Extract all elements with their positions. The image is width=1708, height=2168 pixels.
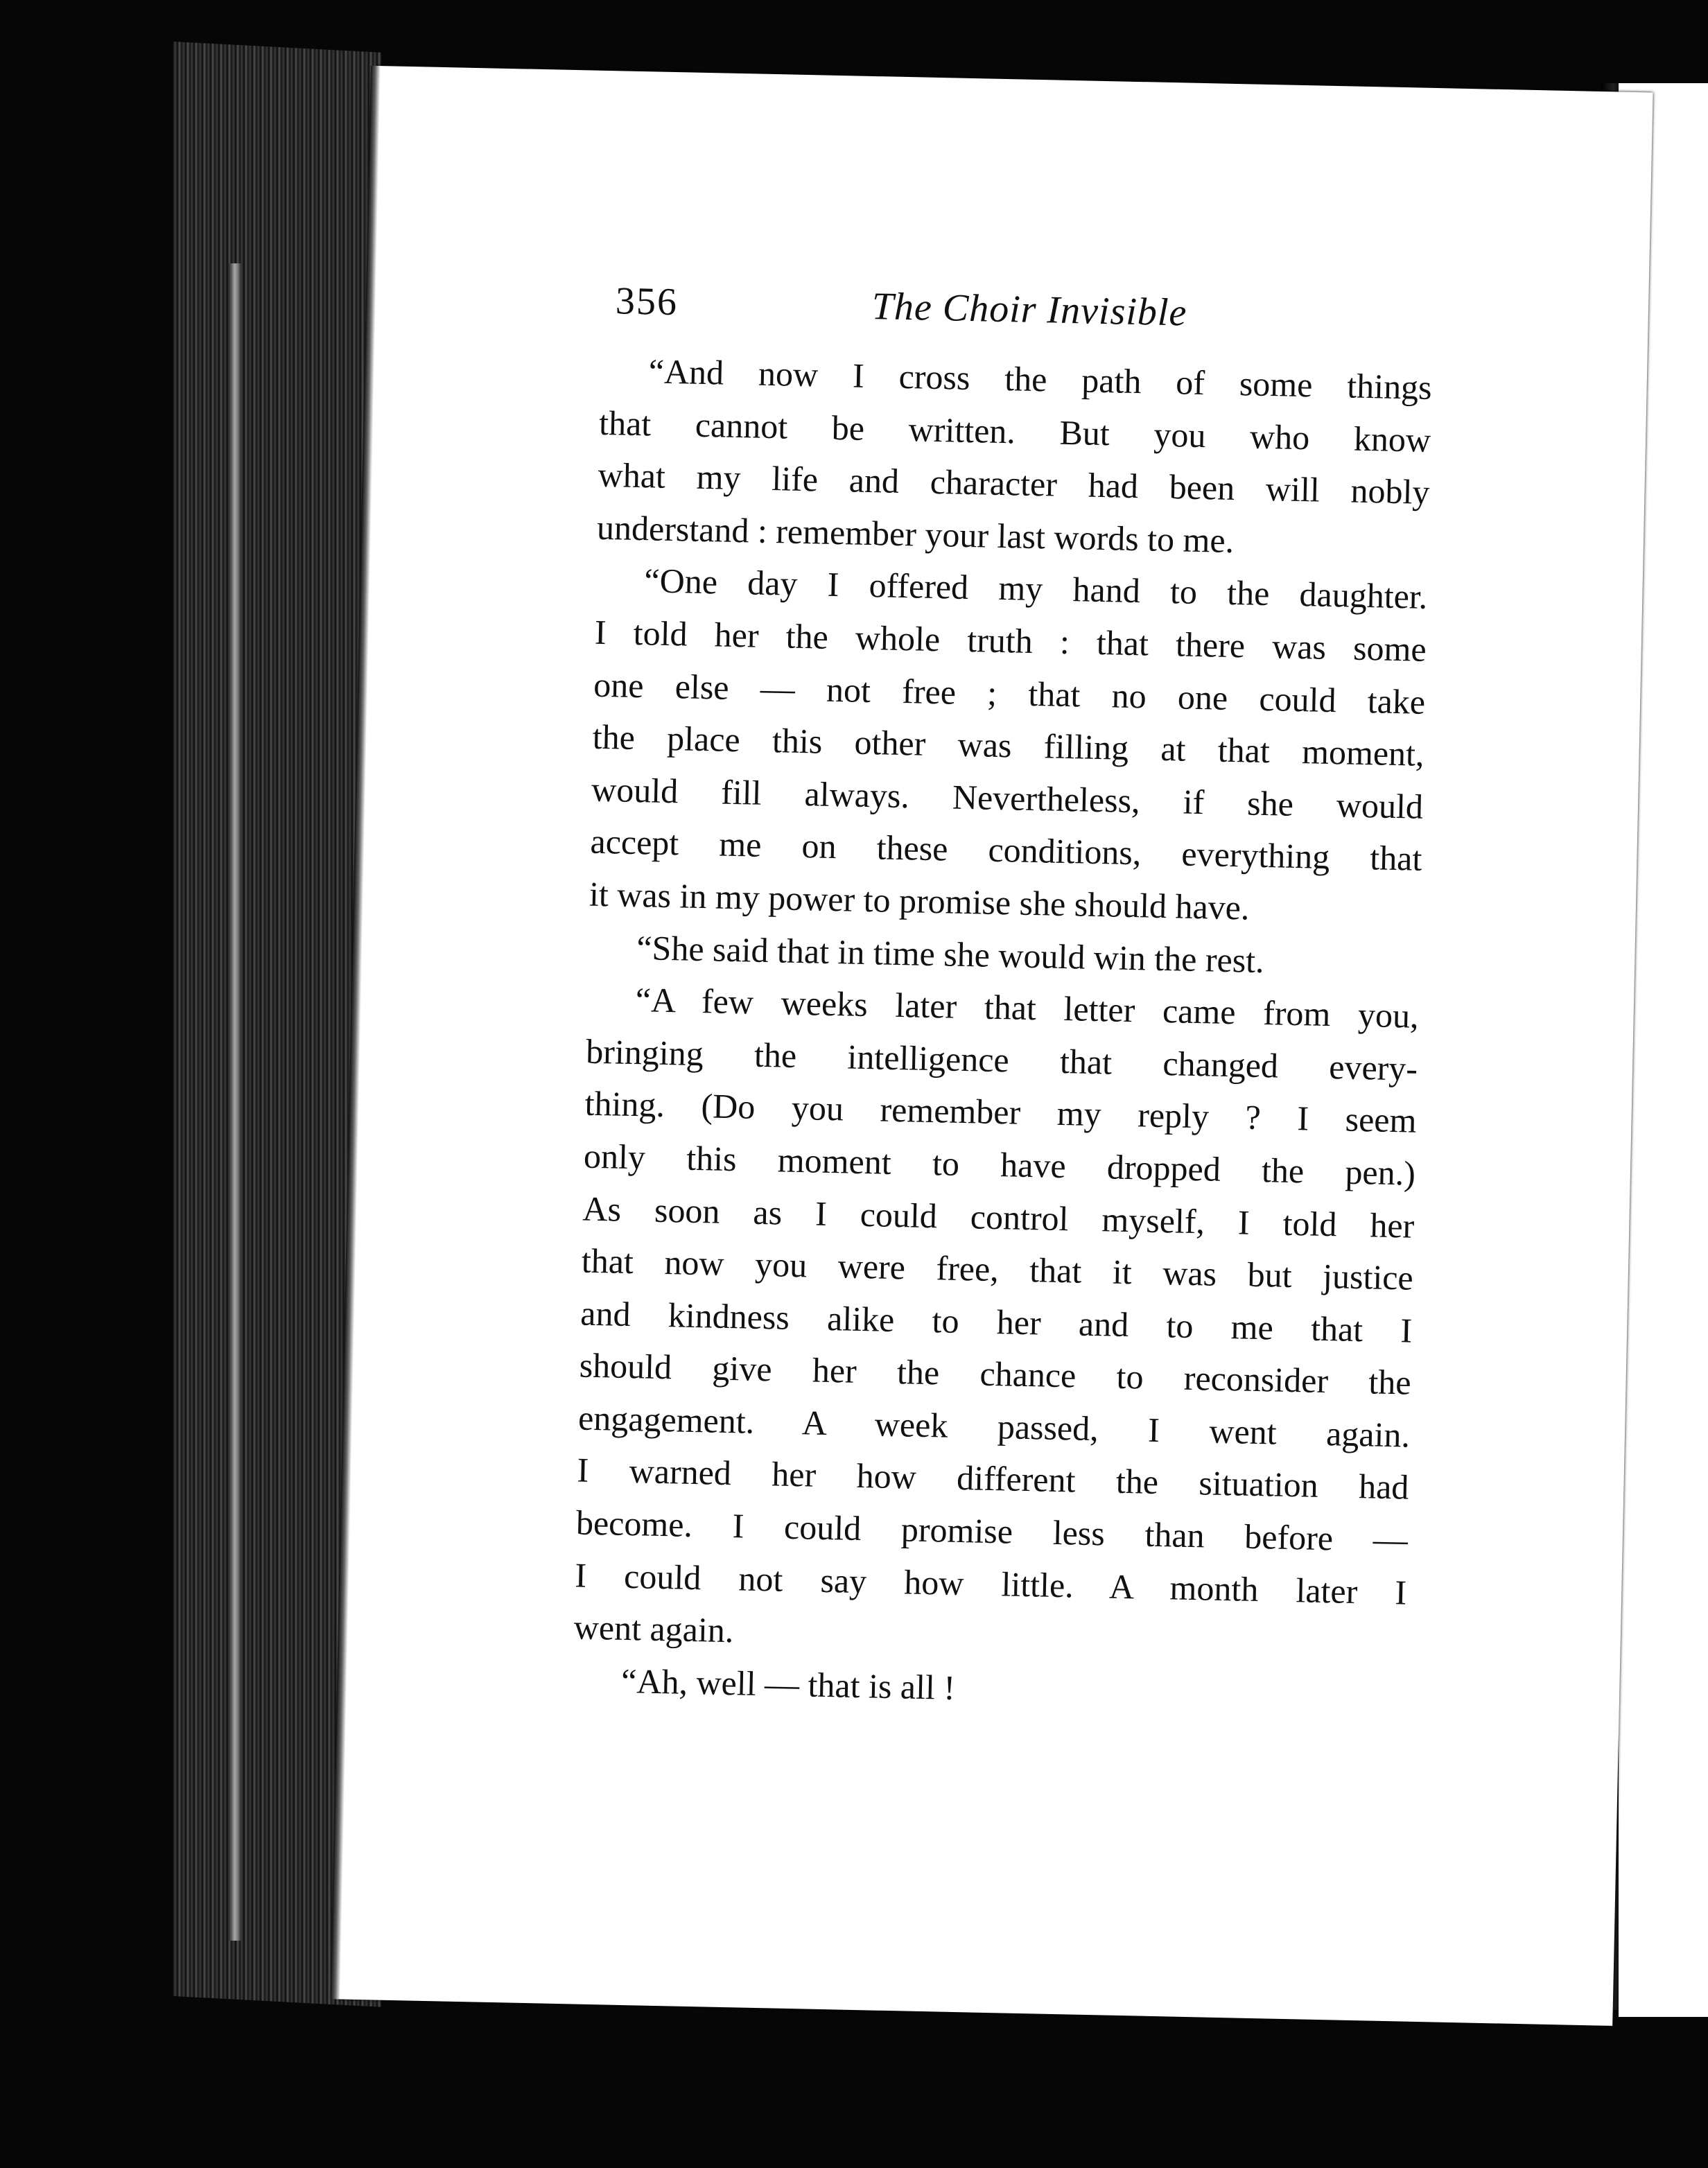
text-line: thing. (Do you remember my reply ? I seem	[584, 1083, 1418, 1141]
text-line: “And now I cross the path of some things	[648, 351, 1433, 407]
text-line: I warned her how different the situation had	[577, 1450, 1409, 1507]
text-line: become. I could promise less than before —	[575, 1503, 1409, 1559]
text-line: only this moment to have dropped the pen.)	[583, 1136, 1416, 1193]
text-line: “Ah, well — that is all !	[620, 1661, 956, 1707]
text-line: and kindness alike to her and to me that I	[580, 1293, 1413, 1350]
text-line: understand : remember your last words to me.	[596, 507, 1235, 560]
text-line: “A few weeks later that letter came from you,	[635, 980, 1420, 1035]
text-line: “One day I offered my hand to the daughter.	[643, 561, 1428, 617]
text-line: the place this other was filling at that moment,	[592, 717, 1425, 773]
text-line: that cannot be written. But you who know	[598, 403, 1431, 460]
text-line: I could not say how little. A month later I	[574, 1555, 1407, 1612]
page-edges-highlight	[229, 263, 241, 1941]
text-line: went again.	[573, 1607, 734, 1650]
book-page	[338, 66, 1653, 2026]
text-line: one else — not free ; that no one could take	[593, 665, 1426, 722]
text-line: it was in my power to promise she should have.	[589, 874, 1250, 927]
body-text	[572, 344, 1432, 1724]
text-line: would fill always. Nevertheless, if she would	[591, 769, 1424, 826]
text-line: I told her the whole truth : that there was some	[594, 612, 1427, 669]
text-line: As soon as I could control myself, I told her	[582, 1189, 1415, 1245]
text-line: should give her the chance to reconsider the	[579, 1345, 1412, 1402]
text-line: that now you were free, that it was but justice	[581, 1241, 1414, 1297]
page-number: 356	[615, 279, 679, 324]
text-line: “She said that in time she would win the rest.	[636, 927, 1265, 980]
text-line: bringing the intelligence that changed every-	[585, 1031, 1418, 1088]
text-line: what my life and character had been will nobly	[598, 455, 1431, 512]
running-head: The Choir Invisible	[871, 285, 1187, 335]
text-line: accept me on these conditions, everything that	[590, 822, 1422, 879]
text-line: engagement. A week passed, I went again.	[577, 1398, 1411, 1455]
